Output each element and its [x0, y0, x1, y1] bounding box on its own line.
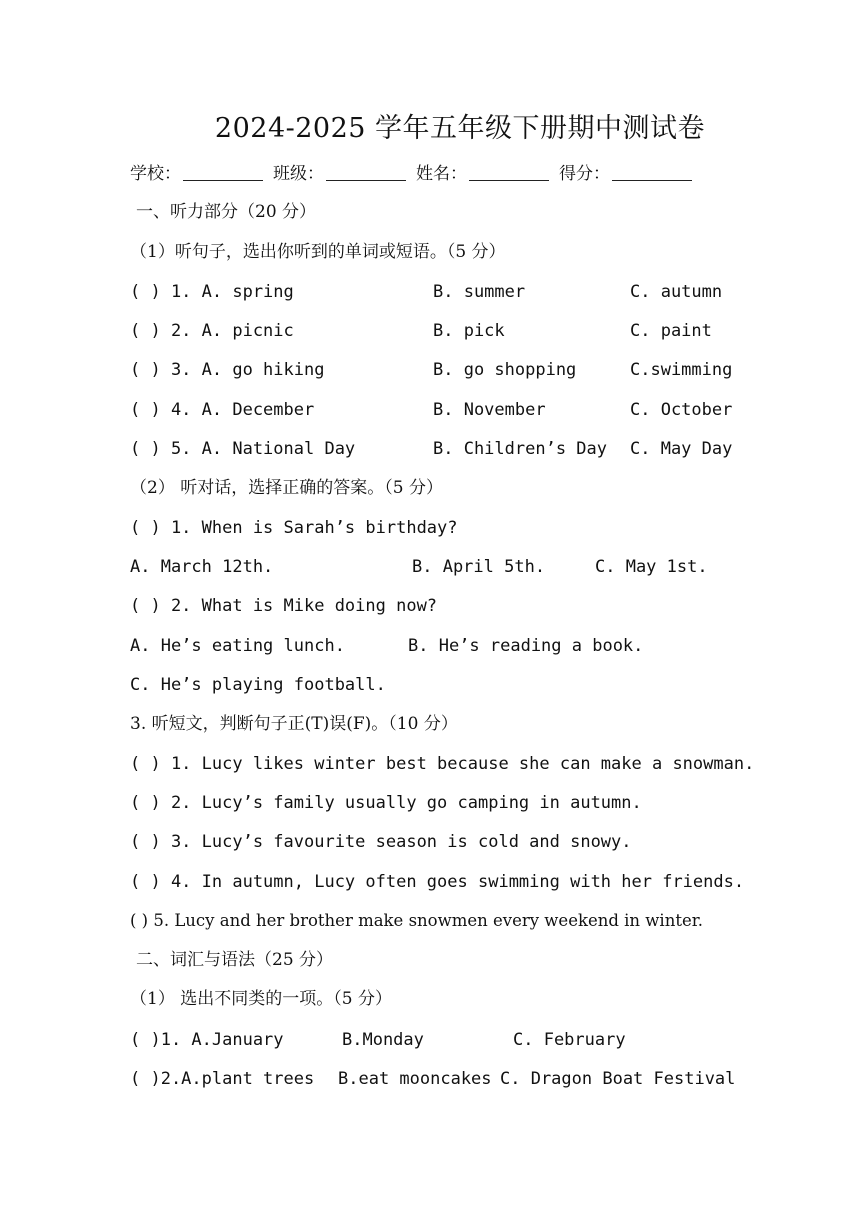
question-heading: （2） 听对话，选择正确的答案。（5 分）: [130, 478, 443, 498]
name-field[interactable]: 姓名：: [416, 162, 549, 186]
question-item: ( ) 1. Lucy likes winter best because she can make a snowman.: [130, 754, 755, 774]
question-item: ( ) 2. What is Mike doing now?: [130, 596, 438, 616]
section-heading-vocab: 二、词汇与语法（25 分）: [136, 950, 334, 970]
question-heading: （1） 选出不同类的一项。（5 分）: [130, 989, 392, 1009]
class-field[interactable]: 班级：: [273, 162, 406, 186]
name-blank[interactable]: [469, 162, 549, 181]
school-blank[interactable]: [183, 162, 263, 181]
page-title: 2024-2025 学年五年级下册期中测试卷: [214, 113, 706, 144]
student-info-row: [130, 162, 702, 186]
question-item: ( ) 5. Lucy and her brother make snowmen every weekend in winter.: [130, 911, 704, 930]
question-item: ( ) 3. A. go hiking B. go shopping C.swimming: [130, 360, 733, 380]
question-item: ( ) 4. A. December B. November C. October: [130, 400, 733, 420]
section-heading-listening: 一、听力部分（20 分）: [136, 202, 317, 222]
question-item: ( ) 1. A. spring B. summer C. autumn: [130, 282, 723, 302]
question-item: ( ) 5. A. National Day B. Children’s Day C. May Day: [130, 439, 733, 459]
answer-options: C. He’s playing football.: [130, 675, 386, 695]
question-item: ( ) 2. Lucy’s family usually go camping in autumn.: [130, 793, 642, 813]
question-item: ( ) 4. In autumn, Lucy often goes swimming with her friends.: [130, 872, 745, 892]
question-heading: 3. 听短文，判断句子正(T)误(F)。（10 分）: [130, 714, 458, 734]
school-field[interactable]: 学校：: [130, 162, 263, 186]
question-heading: （1）听句子，选出你听到的单词或短语。（5 分）: [130, 242, 506, 262]
answer-options: A. He’s eating lunch. B. He’s reading a book.: [130, 636, 644, 656]
question-item: ( ) 2. A. picnic B. pick C. paint: [130, 321, 712, 341]
question-item: ( )2.A.plant trees B.eat mooncakes C. Dragon Boat Festival: [130, 1069, 736, 1089]
score-blank[interactable]: [612, 162, 692, 181]
question-item: ( ) 3. Lucy’s favourite season is cold and snowy.: [130, 832, 632, 852]
question-item: ( ) 1. When is Sarah’s birthday?: [130, 518, 458, 538]
class-blank[interactable]: [326, 162, 406, 181]
score-field[interactable]: 得分：: [559, 162, 692, 186]
answer-options: A. March 12th. B. April 5th. C. May 1st.: [130, 557, 708, 577]
question-item: ( )1. A.January B.Monday C. February: [130, 1030, 626, 1050]
